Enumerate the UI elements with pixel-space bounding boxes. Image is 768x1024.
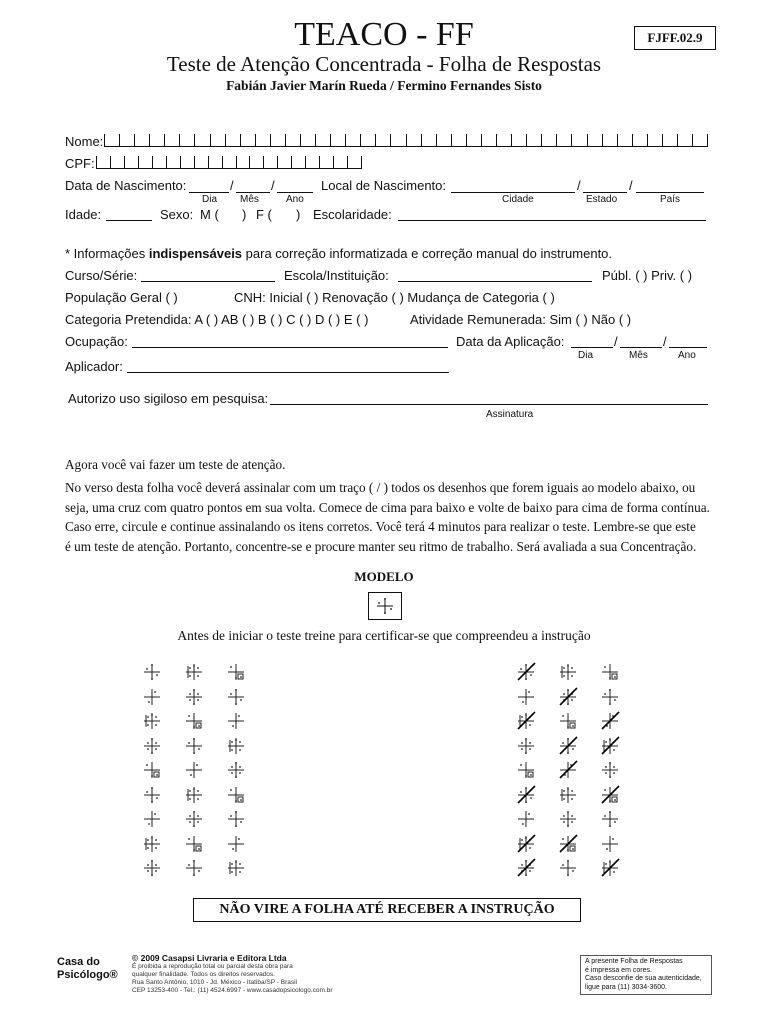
cross-figure-icon[interactable] (556, 709, 580, 733)
cross-figure-icon[interactable] (556, 660, 580, 684)
estado-field[interactable] (583, 192, 627, 193)
legal-line-1: É proibida a reprodução total ou parcial desta obra para (132, 963, 293, 970)
cross-figure-icon[interactable] (224, 783, 248, 807)
cross-figure-icon[interactable] (224, 685, 248, 709)
cross-figure-icon[interactable] (140, 660, 164, 684)
escola-field[interactable] (398, 281, 592, 282)
sexo-m-close: ) (242, 207, 247, 222)
copyright: © 2009 Casapsi Livraria e Editora Ltda (132, 953, 287, 963)
cross-figure-icon[interactable] (140, 758, 164, 782)
aplic-mes-caption: Mês (629, 350, 648, 361)
marked-figure-icon[interactable] (598, 734, 622, 758)
slash: / (663, 334, 667, 349)
escolaridade-label: Escolaridade: (313, 207, 392, 222)
form-code: FJFF.02.9 (634, 26, 716, 50)
nome-field[interactable] (104, 132, 708, 147)
modelo-figure-box (368, 592, 402, 620)
cross-figure-icon[interactable] (182, 807, 206, 831)
sexo-f-option[interactable]: F ( (256, 207, 272, 222)
training-instruction: Antes de iniciar o teste treine para certificar-se que compreendeu a instrução (177, 628, 591, 643)
sexo-label: Sexo: (160, 207, 194, 222)
instructions-line-4: é um teste de atenção. Portanto, concentre-se e procure manter seu ritmo de trabalho. Será avaliada a sua Concentração. (65, 538, 697, 554)
notice-line-1: A presente Folha de Respostas (585, 958, 683, 965)
cross-figure-icon[interactable] (224, 758, 248, 782)
footer-copyright-block (132, 953, 333, 995)
cross-figure-icon[interactable] (224, 856, 248, 880)
pais-field[interactable] (636, 192, 704, 193)
cross-figure-icon[interactable] (556, 807, 580, 831)
data-aplicacao-label: Data da Aplicação: (456, 334, 565, 349)
aplicador-field[interactable] (127, 372, 449, 373)
ocupacao-field[interactable] (132, 347, 448, 348)
marked-figure-icon[interactable] (598, 856, 622, 880)
info-suffix: para correção informatizada e correção manual do instrumento. (245, 246, 613, 261)
categoria-options[interactable]: Categoria Pretendida: A ( ) AB ( ) B ( ) C ( ) D ( ) E ( ) (65, 312, 369, 327)
instructions-intro: Agora você vai fazer um teste de atenção. (65, 457, 286, 472)
populacao-option[interactable]: População Geral ( ) (65, 290, 178, 305)
cross-figure-icon[interactable] (182, 734, 206, 758)
local-nascimento-label: Local de Nascimento: (321, 178, 447, 193)
cross-figure-icon[interactable] (556, 783, 580, 807)
authenticity-notice (580, 955, 712, 995)
cidade-field[interactable] (451, 192, 575, 193)
cross-figure-icon[interactable] (182, 832, 206, 856)
cpf-field[interactable] (96, 154, 362, 169)
marked-figure-icon[interactable] (556, 685, 580, 709)
contact: CEP 13253-400 - Tel.: (11) 4524.6997 - www.casadopsicologo.com.br (132, 987, 333, 994)
escolaridade-field[interactable] (398, 220, 706, 221)
aplic-dia-caption: Dia (578, 350, 594, 361)
legal-line-2: qualquer finalidade. Todos os direitos reservados. (132, 971, 275, 978)
marked-figure-icon[interactable] (556, 832, 580, 856)
cross-figure-icon[interactable] (140, 832, 164, 856)
marked-figure-icon[interactable] (514, 709, 538, 733)
sexo-f-close: ) (296, 207, 301, 222)
cross-figure-icon[interactable] (514, 685, 538, 709)
cross-figure-icon[interactable] (598, 832, 622, 856)
cross-figure-icon[interactable] (182, 758, 206, 782)
autorizo-label: Autorizo uso sigiloso em pesquisa: (68, 391, 269, 406)
curso-serie-label: Curso/Série: (65, 268, 138, 283)
cross-figure-icon[interactable] (182, 660, 206, 684)
cross-figure-icon[interactable] (182, 856, 206, 880)
aplicador-label: Aplicador: (65, 359, 123, 374)
subtitle: Teste de Atenção Concentrada - Folha de Respostas (166, 52, 602, 76)
nome-label: Nome: (65, 134, 104, 149)
slash: / (629, 178, 633, 193)
cidade-caption: Cidade (502, 194, 534, 205)
slash: / (271, 178, 275, 193)
escola-label: Escola/Instituição: (284, 268, 389, 283)
pais-caption: País (660, 194, 681, 205)
estado-caption: Estado (586, 194, 618, 205)
aplic-ano-caption: Ano (678, 350, 696, 361)
nasc-mes-field[interactable] (236, 192, 270, 193)
instructions-line-2: seja, uma cruz com quatro pontos em sua volta. Comece de cima para baixo e volte de baixo para cima de forma contínua. (65, 499, 710, 515)
practice-grid-marked[interactable] (514, 660, 634, 885)
assinatura-field[interactable] (270, 404, 708, 405)
marked-figure-icon[interactable] (514, 832, 538, 856)
assinatura-caption: Assinatura (486, 409, 534, 420)
cross-figure-icon[interactable] (224, 660, 248, 684)
marked-figure-icon[interactable] (556, 758, 580, 782)
publ-priv-options[interactable]: Públ. ( ) Priv. ( ) (602, 268, 693, 283)
cnh-options[interactable]: CNH: Inicial ( ) Renovação ( ) Mudança de Categoria ( ) (234, 290, 555, 305)
cross-figure-icon[interactable] (140, 734, 164, 758)
instructions-line-3: Caso erre, circule e continue assinalando os itens corretos. Você terá 4 minutos para realizar o teste. Lembre-se que este (65, 519, 696, 534)
cross-figure-icon[interactable] (556, 856, 580, 880)
instructions-line-1: No verso desta folha você deverá assinalar com um traço ( / ) todos os desenhos que forem iguais ao modelo abaixo, ou (65, 480, 696, 495)
brand-line-1: Casa do (57, 956, 100, 968)
idade-field[interactable] (106, 220, 152, 221)
cross-figure-icon[interactable] (140, 685, 164, 709)
cross-figure-icon[interactable] (598, 807, 622, 831)
notice-line-3: Caso desconfie de sua autenticidade, (585, 975, 702, 983)
instructions-body (65, 478, 715, 556)
notice-line-2: é impressa em cores. (585, 966, 652, 974)
warning-banner: NÃO VIRE A FOLHA ATÉ RECEBER A INSTRUÇÃO (193, 898, 581, 922)
modelo-label: MODELO (354, 569, 414, 584)
cross-figure-icon[interactable] (140, 709, 164, 733)
slash: / (577, 178, 581, 193)
idade-label: Idade: (65, 207, 102, 222)
cross-figure-icon[interactable] (224, 807, 248, 831)
cross-figure-icon[interactable] (140, 783, 164, 807)
cross-figure-icon[interactable] (224, 734, 248, 758)
cross-figure-icon[interactable] (182, 783, 206, 807)
atividade-options[interactable]: Atividade Remunerada: Sim ( ) Não ( ) (410, 312, 632, 327)
sexo-m-option[interactable]: M ( (200, 207, 219, 222)
marked-figure-icon[interactable] (598, 783, 622, 807)
info-prefix: * Informações (65, 246, 146, 261)
cross-figure-icon[interactable] (140, 856, 164, 880)
info-bold: indispensáveis (148, 246, 243, 261)
cross-figure-icon[interactable] (182, 709, 206, 733)
slash: / (230, 178, 234, 193)
nasc-dia-field[interactable] (189, 192, 229, 193)
info-note (65, 246, 612, 261)
cross-figure-icon[interactable] (224, 832, 248, 856)
notice-line-4: ligue para (11) 3034-3600. (585, 983, 667, 991)
aplic-dia-field[interactable] (571, 347, 613, 348)
cross-figure-icon[interactable] (182, 685, 206, 709)
mes-caption: Mês (240, 194, 259, 205)
marked-figure-icon[interactable] (556, 734, 580, 758)
marked-figure-icon[interactable] (514, 660, 538, 684)
cross-figure-icon[interactable] (598, 660, 622, 684)
marked-figure-icon[interactable] (598, 709, 622, 733)
address: Rua Santo Antônio, 1010 - Jd. México - Itatiba/SP - Brasil (132, 979, 297, 986)
ano-caption: Ano (286, 194, 304, 205)
aplic-ano-field[interactable] (669, 347, 707, 348)
brand-line-2: Psicólogo® (57, 969, 118, 981)
target-cross-icon (369, 593, 401, 619)
cross-figure-icon[interactable] (224, 709, 248, 733)
marked-figure-icon[interactable] (514, 856, 538, 880)
cpf-label: CPF: (65, 156, 95, 171)
marked-figure-icon[interactable] (514, 783, 538, 807)
test-title: TEACO - FF (294, 16, 474, 53)
nasc-ano-field[interactable] (277, 192, 313, 193)
cross-figure-icon[interactable] (514, 758, 538, 782)
practice-grid-unmarked (140, 660, 260, 885)
ocupacao-label: Ocupação: (65, 334, 128, 349)
publisher-logo (57, 956, 118, 982)
cross-figure-icon[interactable] (514, 734, 538, 758)
cross-figure-icon[interactable] (514, 807, 538, 831)
data-nascimento-label: Data de Nascimento: (65, 178, 187, 193)
cross-figure-icon[interactable] (140, 807, 164, 831)
curso-serie-field[interactable] (141, 281, 275, 282)
cross-figure-icon[interactable] (598, 685, 622, 709)
dia-caption: Dia (202, 194, 218, 205)
aplic-mes-field[interactable] (620, 347, 662, 348)
authors: Fabián Javier Marín Rueda / Fermino Fernandes Sisto (226, 78, 542, 93)
slash: / (614, 334, 618, 349)
cross-figure-icon[interactable] (598, 758, 622, 782)
